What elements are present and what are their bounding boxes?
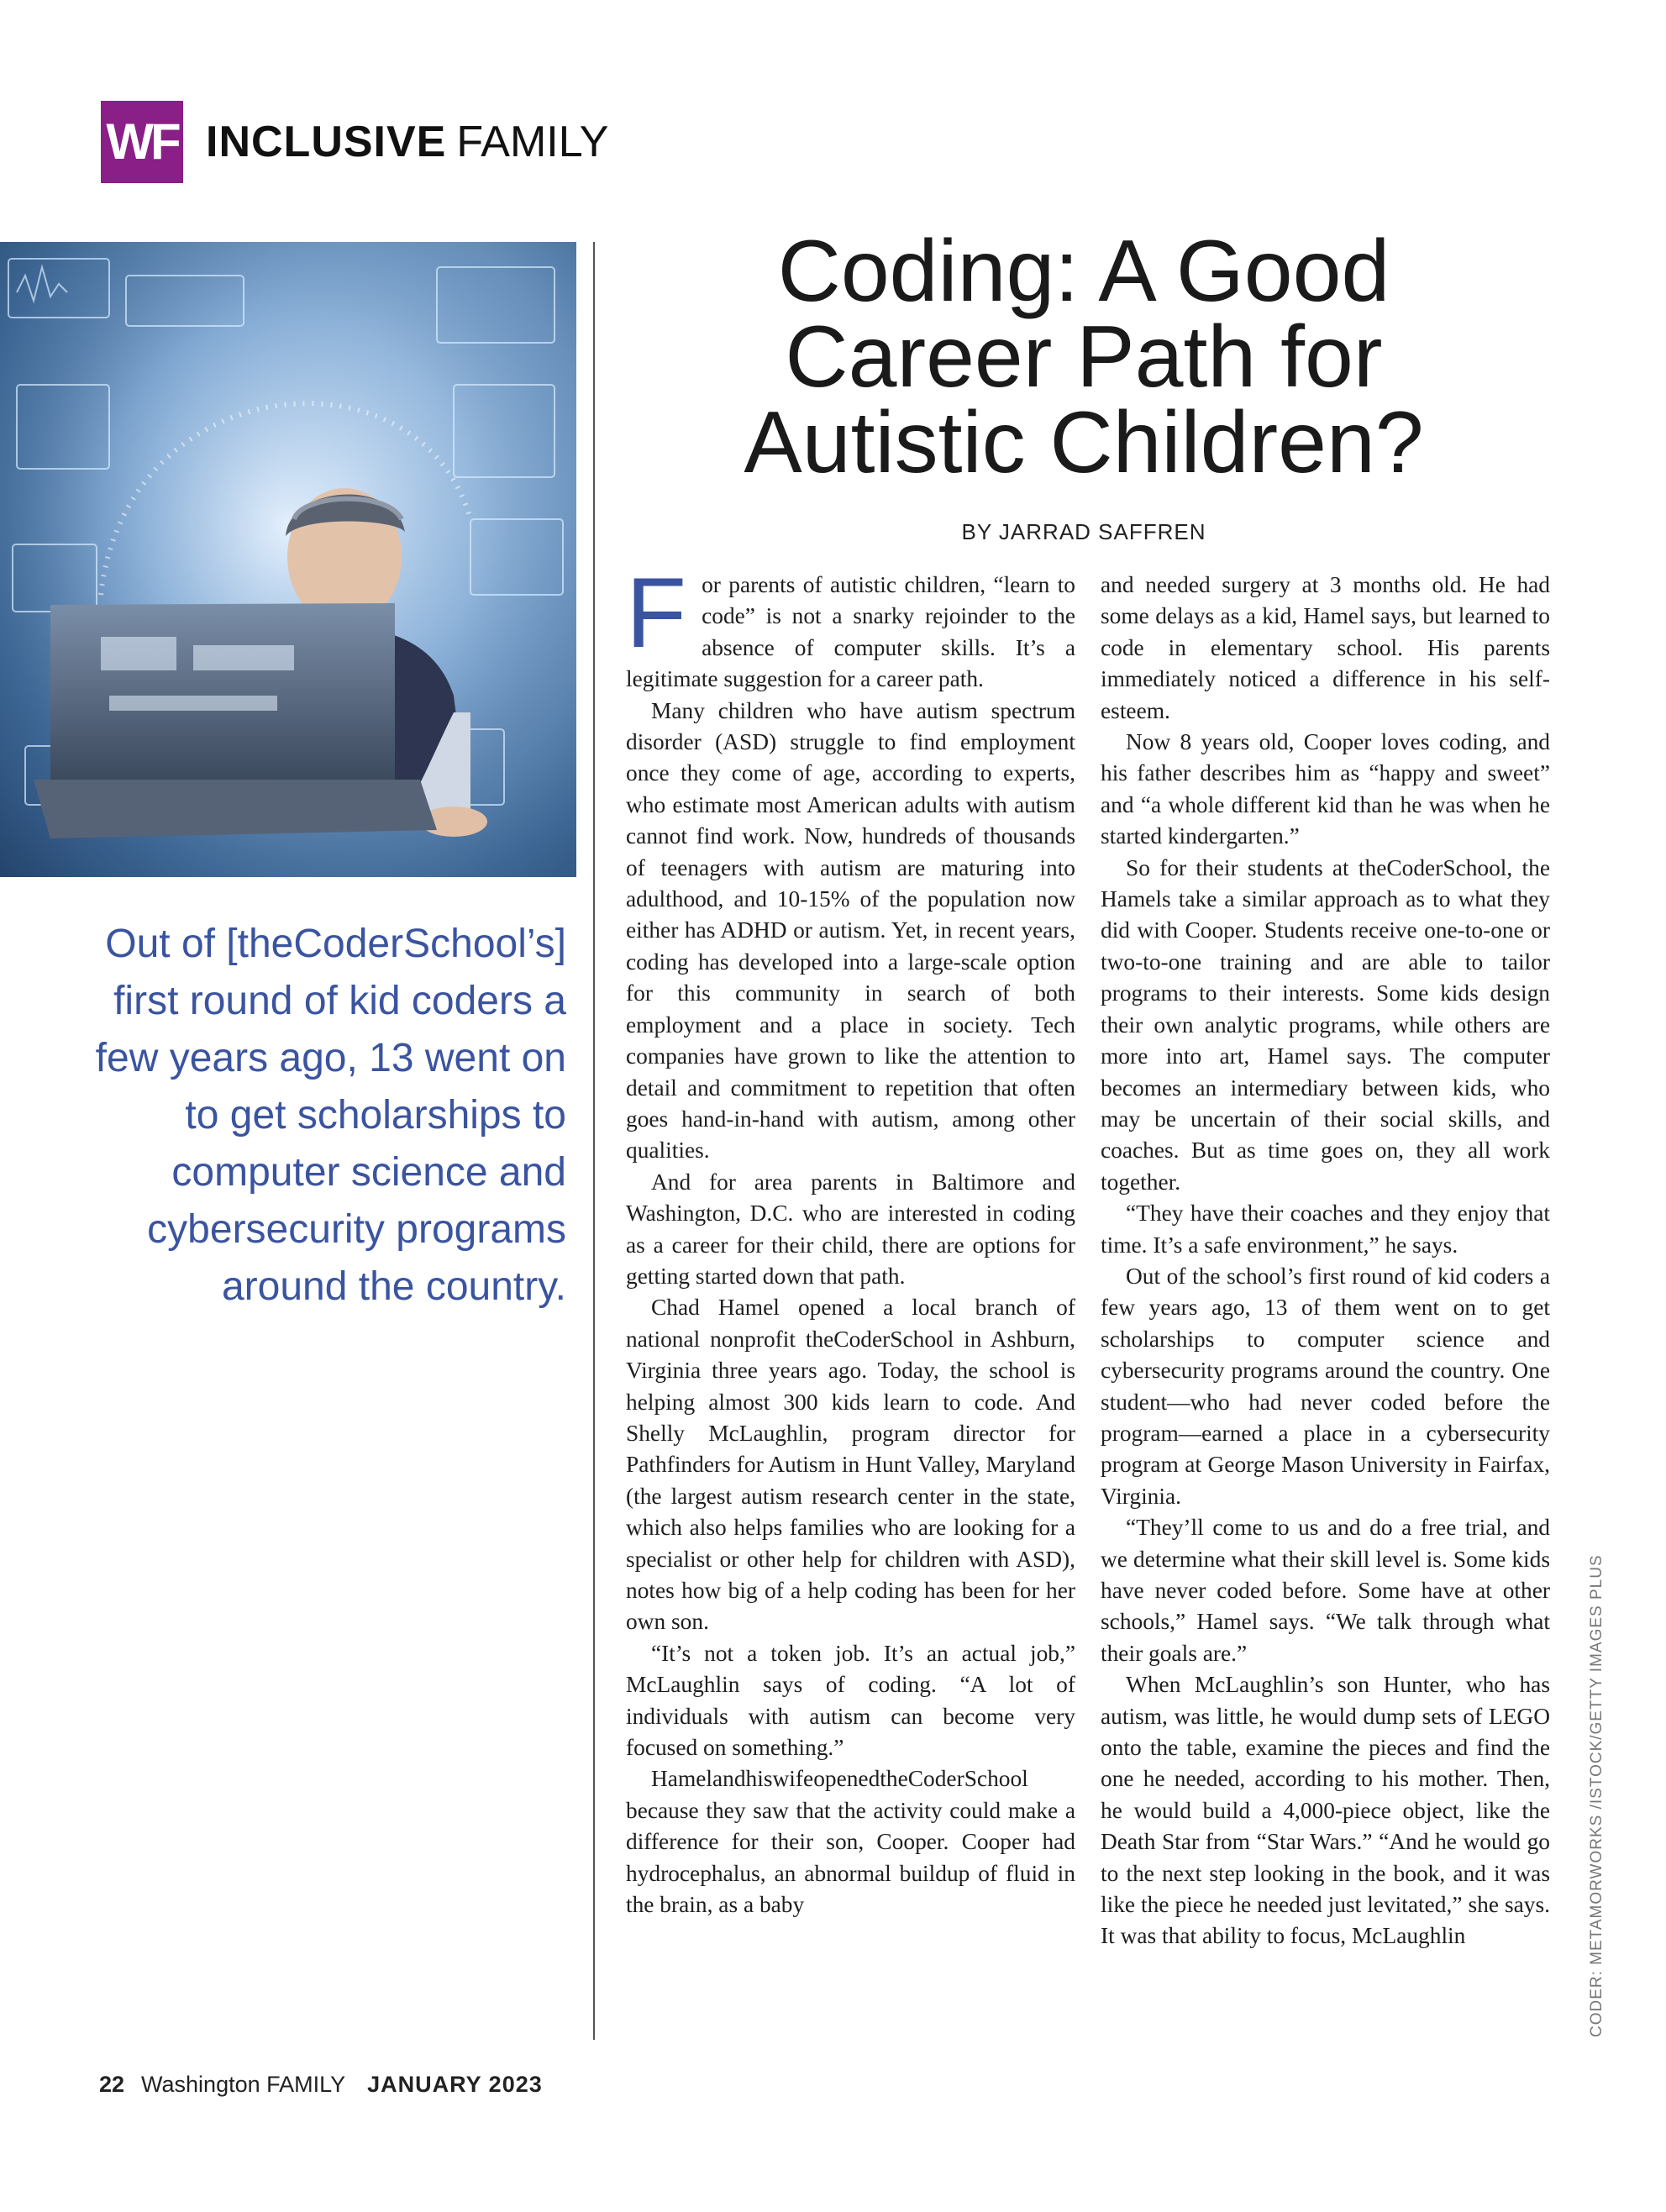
page-footer [99,2072,543,2098]
page-number: 22 [99,2072,125,2097]
section-title-light: FAMILY [456,118,609,166]
article-headline: Coding: A Good Career Path for Autistic Children? [744,223,1424,491]
paragraph: “They’ll come to us and do a free trial, and we determine what their skill level is. Some kids have never coded before. Some have at other schools,” Hamel says. “We talk through what their goals are.” [1101,1515,1550,1666]
paragraph: Now 8 years old, Cooper loves coding, and his father describes him as “happy and sweet” and “a whole different kid than he was when he started kindergarten.” [1101,729,1550,849]
byline: BY JARRAD SAFFREN [961,519,1206,544]
paragraph: HamelandhiswifeopenedtheCoderSchool because they saw that the activity could make a difference for their son, Cooper. Cooper had hydrocephalus, an abnormal buildup of fluid in the brain, as a baby [626,1766,1075,1918]
issue-date: JANUARY 2023 [367,2072,543,2097]
paragraph: “It’s not a token job. It’s an actual job,” McLaughlin says of coding. “A lot of individuals with autism can become very focused on something.” [626,1640,1075,1761]
drop-cap: F [626,558,687,669]
paragraph: Many children who have autism spectrum disorder (ASD) struggle to find employment once they come of age, according to experts, who estimate most American adults with autism cannot find work. Now, hundreds of thousands of teenagers with autism are maturing into adulthood, and 10-15% of the population now either has ADHD or autism. Yet, in recent years, coding has developed into a large-scale option for this community in search of both employment and a place in society. Tech companies have grown to like the attention to detail and commitment to repetition that often goes hand-in-hand with autism, among other qualities. [626,697,1075,1164]
paragraph: and needed surgery at 3 months old. He had some delays as a kid, Hamel says, but learned to code in elementary school. His parents immediately noticed a difference in his self-esteem. [1101,572,1550,723]
paragraph: And for area parents in Baltimore and Washington, D.C. who are interested in coding as a career for their child, there are options for getting started down that path. [626,1169,1075,1289]
section-title-strong: INCLUSIVE [206,118,447,166]
magazine-name: Washington FAMILY [141,2072,346,2097]
paragraph: Out of the school’s first round of kid coders a few years ago, 13 of them went on to get scholarships to computer science and cybersecurity programs around the country. One student—who had never coded before the program—earned a place in a cybersecurity program at George Mason University in Fairfax, Virginia. [1101,1263,1550,1509]
paragraph: Chad Hamel opened a local branch of national nonprofit theCoderSchool in Ashburn, Virginia three years ago. Today, the school is helping almost 300 kids learn to code. And Shelly McLaughlin, program director for Pathfinders for Autism in Hunt Valley, Maryland (the largest autism research center in the state, which also helps families who are looking for a specialist or other help for children with ASD), notes how big of a help coding has been for her own son. [626,1295,1075,1635]
hero-photo [0,242,576,877]
paragraph: So for their students at theCoderSchool, the Hamels take a similar approach as to what they did with Cooper. Students receive one-to-one or two-to-one training and are able to tailor programs to their interests. Some kids design their own analytic programs, while others are more into art, Hamel says. The computer becomes an intermediary between kids, who may be uncertain of their social skills, and coaches. But as time goes on, they all work together. [1101,854,1550,1195]
column-divider [593,242,595,2040]
pull-quote: Out of [theCoderSchool’s] first round of kid coders a few years ago, 13 went on to get scholarships to computer science and cybersecurity programs around the country. [95,922,566,1309]
paragraph [626,558,1075,696]
article-column-1 [626,558,1075,1920]
magazine-logo: WF [101,101,183,183]
paragraph: When McLaughlin’s son Hunter, who has autism, was little, he would dump sets of LEGO onto the table, examine the pieces and find the one he needed, according to his mother. Then, he would build a 4,000-piece object, like the Death Star from “Star Wars.” “And he would go to the next step looking in the book, and it was like the piece he needed just levitated,” she says. It was that ability to focus, McLaughlin [1101,1672,1550,1949]
laptop [34,603,437,838]
hero-illustration [0,242,576,877]
paragraph-text: or parents of autistic children, “learn to code” is not a snarky rejoinder to the absence of computer skills. It’s a legitimate suggestion for a career path. [626,572,1075,692]
photo-credit: CODER: METAMORWORKS /ISTOCK/GETTY IMAGES PLUS [1588,1554,1606,2037]
section-title [206,116,608,168]
paragraph: “They have their coaches and they enjoy that time. It’s a safe environment,” he says. [1101,1201,1550,1258]
article-column-2 [1101,570,1550,1952]
